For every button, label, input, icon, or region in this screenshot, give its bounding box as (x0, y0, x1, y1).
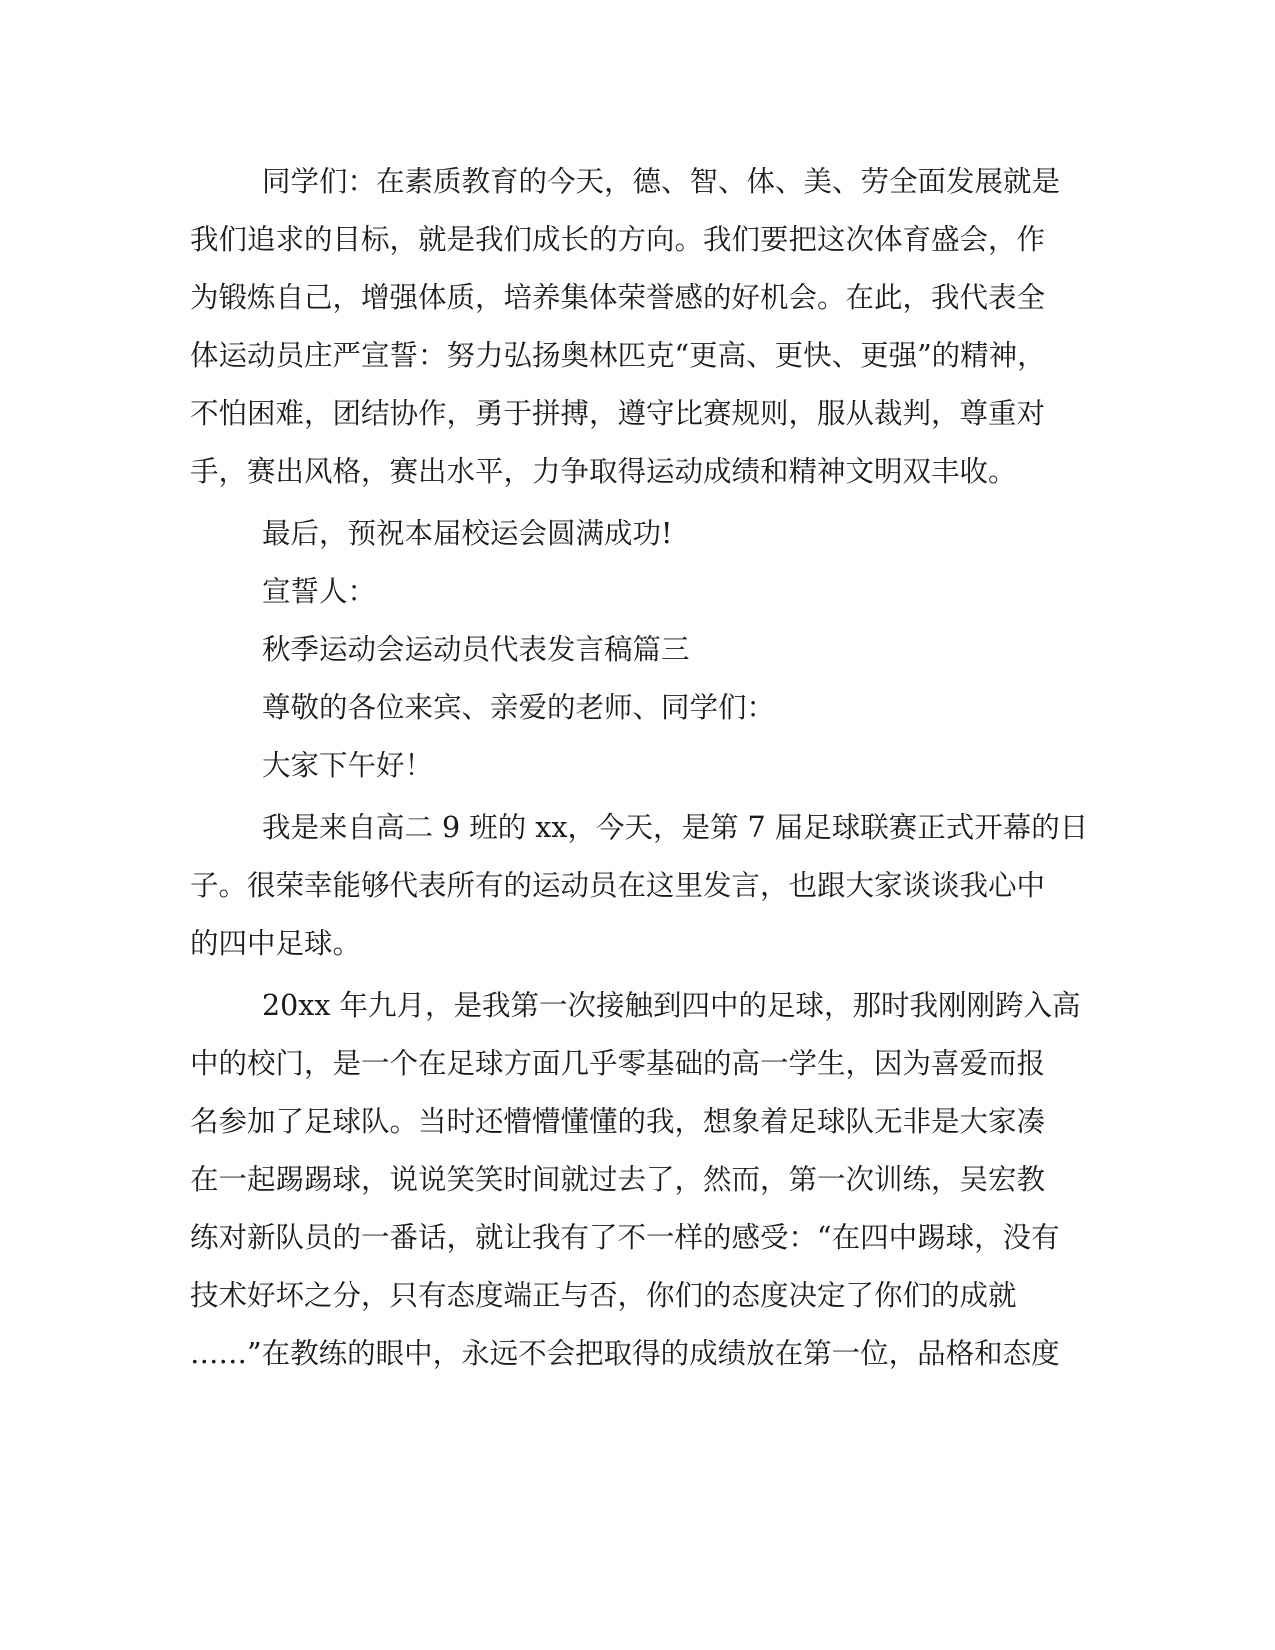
greeting: 大家下午好！ (262, 749, 434, 782)
body-text-line: 我们追求的目标，就是我们成长的方向。我们要把这次体育盛会，作 (190, 223, 1046, 256)
salutation: 尊敬的各位来宾、亲爱的老师、同学们： (262, 691, 776, 724)
body-text-line: 我是来自高二 9 班的 xx，今天，是第 7 届足球联赛正式开幕的日 (262, 811, 1089, 844)
body-text-line: 体运动员庄严宣誓：努力弘扬奥林匹克“更高、更快、更强”的精神， (190, 339, 1046, 372)
body-text-line: 20xx 年九月，是我第一次接触到四中的足球，那时我刚刚跨入高 (262, 989, 1081, 1022)
body-text-line: 不怕困难，团结协作，勇于拼搏，遵守比赛规则，服从裁判，尊重对 (190, 397, 1046, 430)
body-text-line: 的四中足球。 (190, 927, 362, 960)
body-text-line: 手，赛出风格，赛出水平，力争取得运动成绩和精神文明双丰收。 (190, 455, 1017, 488)
body-text-line: 子。很荣幸能够代表所有的运动员在这里发言，也跟大家谈谈我心中 (190, 869, 1046, 902)
body-text-line: ……”在教练的眼中，永远不会把取得的成绩放在第一位，品格和态度 (190, 1337, 1060, 1370)
oath-signer-label: 宣誓人： (262, 575, 377, 608)
body-text-line: 中的校门，是一个在足球方面几乎零基础的高一学生，因为喜爱而报 (190, 1047, 1046, 1080)
body-text-line: 同学们：在素质教育的今天，德、智、体、美、劳全面发展就是 (262, 165, 1061, 198)
body-text-line: 名参加了足球队。当时还懵懵懂懂的我，想象着足球队无非是大家凑 (190, 1105, 1046, 1138)
body-text-line: 练对新队员的一番话，就让我有了不一样的感受：“在四中踢球，没有 (190, 1221, 1060, 1254)
body-text-line: 为锻炼自己，增强体质，培养集体荣誉感的好机会。在此，我代表全 (190, 281, 1046, 314)
section-title: 秋季运动会运动员代表发言稿篇三 (262, 633, 690, 666)
body-text-line: 在一起踢踢球，说说笑笑时间就过去了，然而，第一次训练，吴宏教 (190, 1163, 1046, 1196)
body-text-line: 技术好坏之分，只有态度端正与否，你们的态度决定了你们的成就 (190, 1279, 1017, 1312)
closing-line: 最后，预祝本届校运会圆满成功! (262, 517, 673, 550)
